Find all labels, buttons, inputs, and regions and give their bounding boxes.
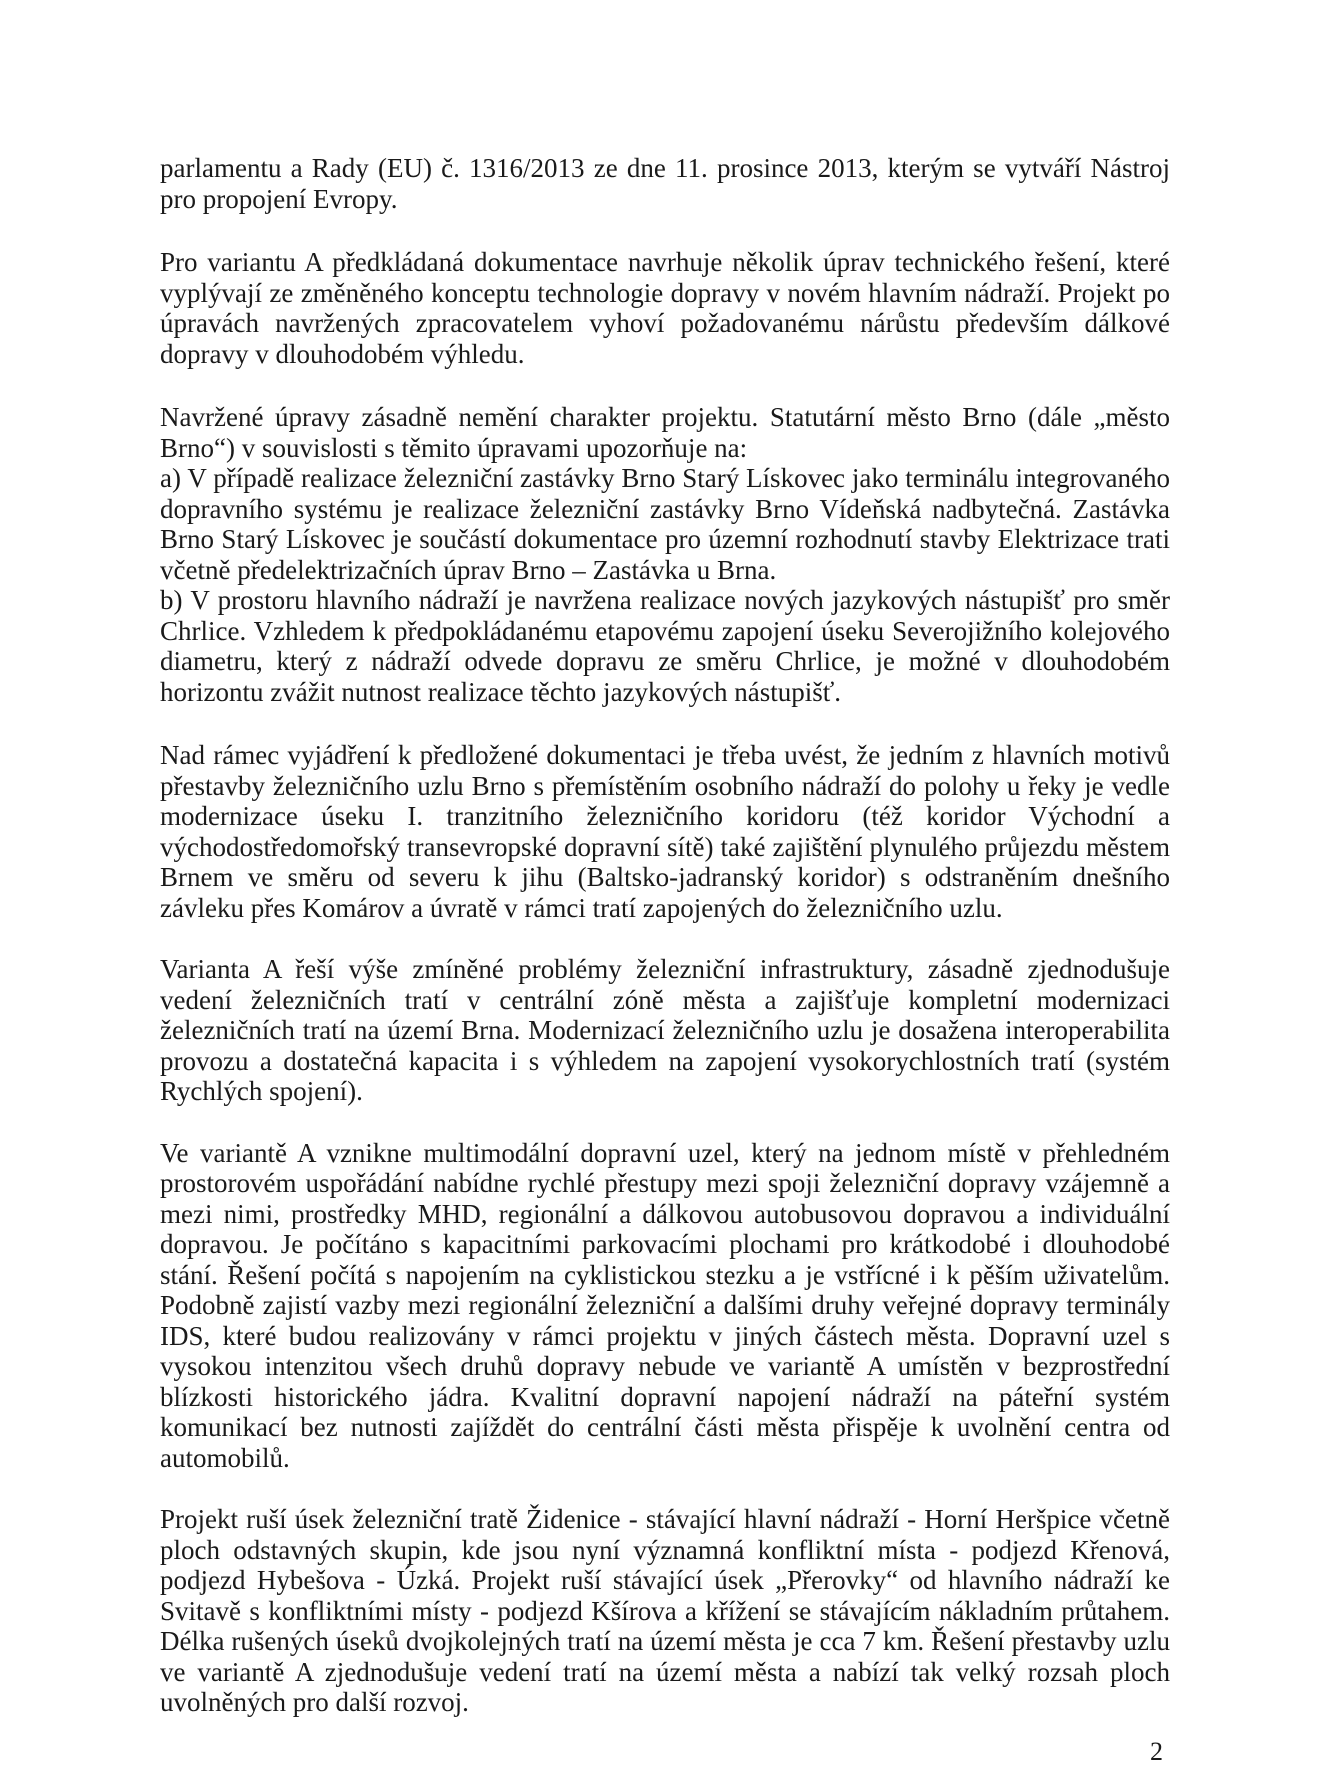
paragraph-gap <box>160 1107 1170 1138</box>
paragraph-city-remarks-intro: Navržené úpravy zásadně nemění charakter projektu. Statutární město Brno (dále „město Brno“) v souvislosti s těmito úpravami upozorňuje na: <box>160 402 1170 463</box>
document-page <box>160 153 1170 1718</box>
paragraph-gap <box>160 923 1170 954</box>
paragraph-reconstruction-motives: Nad rámec vyjádření k předložené dokumentaci je třeba uvést, že jedním z hlavních motivů přestavby železničního uzlu Brno s přemístěním osobního nádraží do polohy u řeky je vedle modernizace úseku I. tranzitního železničního koridoru (též koridor Východní a východostředomořský transevropské dopravní sítě) také zajištění plynulého průjezdu městem Brnem ve směru od severu k jihu (Baltsko-jadranský koridor) s odstraněním dnešního závleku přes Komárov a úvratě v rámci tratí zapojených do železničního uzlu. <box>160 740 1170 923</box>
paragraph-variant-a-adjustments: Pro variantu A předkládaná dokumentace navrhuje několik úprav technického řešení, které vyplývají ze změněného konceptu technologie dopravy v novém hlavním nádraží. Projekt po úpravách navržených zpracovatelem vyhoví požadovanému nárůstu především dálkové dopravy v dlouhodobém výhledu. <box>160 247 1170 369</box>
paragraph-gap <box>160 707 1170 740</box>
paragraph-variant-a-solution: Varianta A řeší výše zmíněné problémy železniční infrastruktury, zásadně zjednodušuje vedení železničních tratí v centrální zóně města a zajišťuje kompletní modernizaci železničních tratí na území Brna. Modernizací železničního uzlu je dosažena interoperabilita provozu a dostatečná kapacita i s výhledem na zapojení vysokorychlostních tratí (systém Rychlých spojení). <box>160 954 1170 1106</box>
paragraph-gap <box>160 369 1170 402</box>
paragraph-remark-b: b) V prostoru hlavního nádraží je navržena realizace nových jazykových nástupišť pro směr Chrlice. Vzhledem k předpokládanému etapovému zapojení úseku Severojižního kolejového diametru, který z nádraží odvede dopravu ze směru Chrlice, je možné v dlouhodobém horizontu zvážit nutnost realizace těchto jazykových nástupišť. <box>160 585 1170 707</box>
paragraph-removed-sections: Projekt ruší úsek železniční tratě Židenice - stávající hlavní nádraží - Horní Heršpice včetně ploch odstavných skupin, kde jsou nyní významná konfliktní místa - podjezd Křenová, podjezd Hybešova - Úzká. Projekt ruší stávající úsek „Přerovky“ od hlavního nádraží ke Svitavě s konfliktními místy - podjezd Kšírova a křížení se stávajícím nákladním průtahem. Délka rušených úseků dvojkolejných tratí na území města je cca 7 km. Řešení přestavby uzlu ve variantě A zjednodušuje vedení tratí na území města a nabízí tak velký rozsah ploch uvolněných pro další rozvoj. <box>160 1504 1170 1717</box>
paragraph-gap <box>160 214 1170 247</box>
paragraph-multimodal-hub: Ve variantě A vznikne multimodální dopravní uzel, který na jednom místě v přehledném prostorovém uspořádání nabídne rychlé přestupy mezi spoji železniční dopravy vzájemně a mezi nimi, prostředky MHD, regionální a dálkovou autobusovou dopravou a individuální dopravou. Je počítáno s kapacitními parkovacími plochami pro krátkodobé i dlouhodobé stání. Řešení počítá s napojením na cyklistickou stezku a je vstřícné i k pěším uživatelům. Podobně zajistí vazby mezi regionální železniční a dalšími druhy veřejné dopravy terminály IDS, které budou realizovány v rámci projektu v jiných částech města. Dopravní uzel s vysokou intenzitou všech druhů dopravy nebude ve variantě A umístěn v bezprostřední blízkosti historického jádra. Kvalitní dopravní napojení nádraží na páteřní systém komunikací bez nutnosti zajíždět do centrální části města přispěje k uvolnění centra od automobilů. <box>160 1137 1170 1473</box>
page-number: 2 <box>1150 1737 1163 1766</box>
paragraph-remark-a: a) V případě realizace železniční zastávky Brno Starý Lískovec jako terminálu integrovaného dopravního systému je realizace železniční zastávky Brno Vídeňská nadbytečná. Zastávka Brno Starý Lískovec je součástí dokumentace pro územní rozhodnutí stavby Elektrizace trati včetně předelektrizačních úprav Brno – Zastávka u Brna. <box>160 463 1170 585</box>
paragraph-regulation-reference: parlamentu a Rady (EU) č. 1316/2013 ze dne 11. prosince 2013, kterým se vytváří Nástroj pro propojení Evropy. <box>160 153 1170 214</box>
paragraph-gap <box>160 1473 1170 1504</box>
